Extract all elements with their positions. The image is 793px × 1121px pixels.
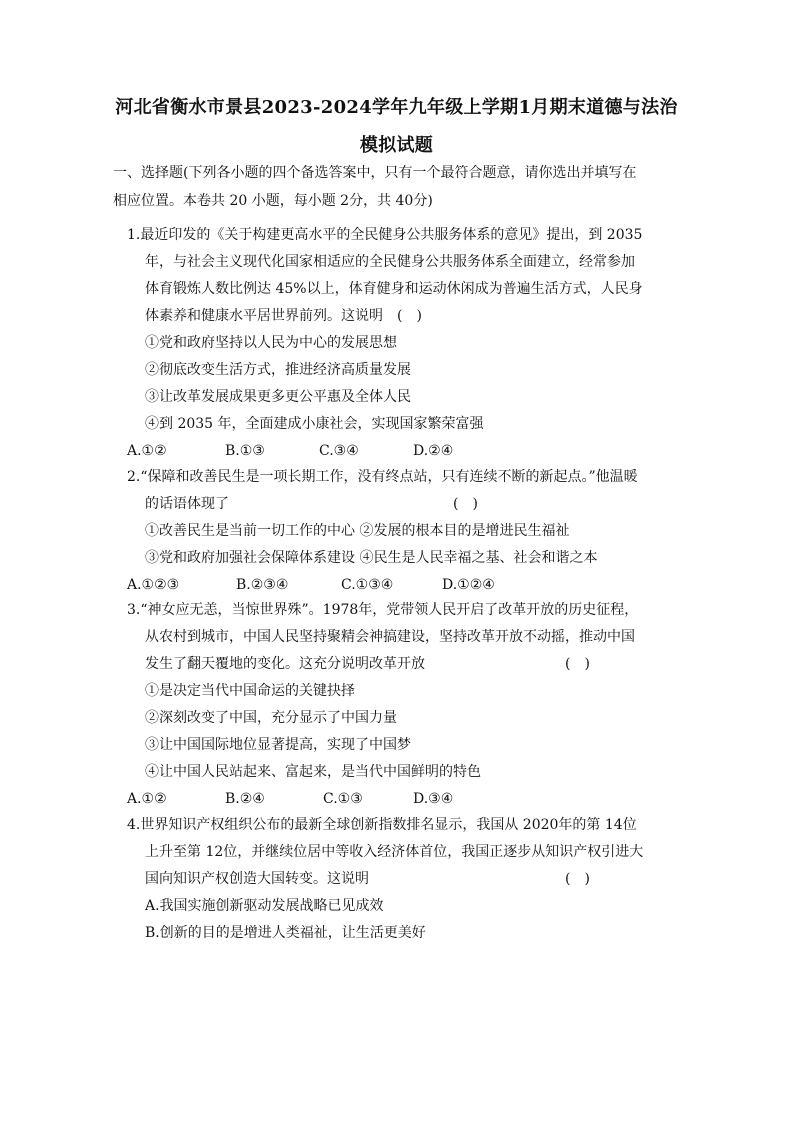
question-1-statement: ①党和政府坚持以人民为中心的发展思想 [145,335,397,351]
question-2-statement: ①改善民生是当前一切工作的中心 ②发展的根本目的是增进民生福祉 [145,523,570,539]
option-c[interactable]: C.①③④ [341,577,394,593]
option-a[interactable]: A.①②③ [127,577,180,593]
question-4-text: 国向知识产权创造大国转变。这说明 ( ) [145,871,590,887]
question-3-statement: ①是决定当代中国命运的关键抉择 [145,683,355,699]
question-1-text: 1.最近印发的《关于构建更高水平的全民健身公共服务体系的意见》提出，到 2035 [127,227,643,243]
question-4-option-b[interactable]: B.创新的目的是增进人类福祉，让生活更美好 [145,925,426,941]
section-heading-cont: 相应位置。本卷共 20 小题，每小题 2分，共 40分) [113,193,433,209]
question-3-text: 从农村到城市，中国人民坚持聚精会神搞建设，坚持改革开放不动摇，推动中国 [145,629,635,645]
option-d[interactable]: D.②④ [413,443,454,459]
option-d[interactable]: D.①②④ [442,577,495,593]
question-2-text: 2.“保障和改善民生是一项长期工作，没有终点站，只有连续不断的新起点。”他温暖 [127,469,638,485]
question-1-text: 年，与社会主义现代化国家相适应的全民健身公共服务体系全面建立，经常参加 [145,254,635,270]
question-3-statement: ③让中国国际地位显著提高，实现了中国梦 [145,737,411,753]
section-heading: 一、选择题(下列各小题的四个备选答案中，只有一个最符合题意，请你选出并填写在 [113,165,637,181]
question-2-text: 的话语体现了 ( ) [145,496,478,512]
question-1-statement: ④到 2035 年，全面建成小康社会，实现国家繁荣富强 [145,416,484,432]
question-3-statement: ④让中国人民站起来、富起来，是当代中国鲜明的特色 [145,764,481,780]
option-c[interactable]: C.③④ [319,443,359,459]
option-b[interactable]: B.②④ [225,791,265,807]
option-c[interactable]: C.①③ [323,791,363,807]
question-4-text: 上升至第 12位，并继续位居中等收入经济体首位，我国正逐步从知识产权引进大 [145,844,644,860]
question-1-statement: ②彻底改变生活方式，推进经济高质量发展 [145,362,411,378]
document-subtitle: 模拟试题 [359,135,434,156]
question-1-text: 体育锻炼人数比例达 45%以上，体育健身和运动休闲成为普遍生活方式，人民身 [145,281,643,297]
option-a[interactable]: A.①② [127,791,167,807]
option-d[interactable]: D.③④ [413,791,454,807]
question-4-option-a[interactable]: A.我国实施创新驱动发展战略已见成效 [145,898,384,914]
option-a[interactable]: A.①② [127,443,167,459]
option-b[interactable]: B.①③ [225,443,265,459]
question-3-text: 发生了翻天覆地的变化。这充分说明改革开放 ( ) [145,656,590,672]
question-3-text: 3.“神女应无恙，当惊世界殊”。1978年，党带领人民开启了改革开放的历史征程， [127,602,639,618]
question-2-statement: ③党和政府加强社会保障体系建设 ④民生是人民幸福之基、社会和谐之本 [145,550,598,566]
question-4-text: 4.世界知识产权组织公布的最新全球创新指数排名显示，我国从 2020年的第 14位 [127,817,637,833]
question-3-statement: ②深刻改变了中国，充分显示了中国力量 [145,710,397,726]
document-title: 河北省衡水市景县2023-2024学年九年级上学期1月期末道德与法治 [115,97,678,118]
option-b[interactable]: B.②③④ [236,577,289,593]
question-1-statement: ③让改革发展成果更多更公平惠及全体人民 [145,389,411,405]
question-1-text: 体素养和健康水平居世界前列。这说明 ( ) [145,308,422,324]
